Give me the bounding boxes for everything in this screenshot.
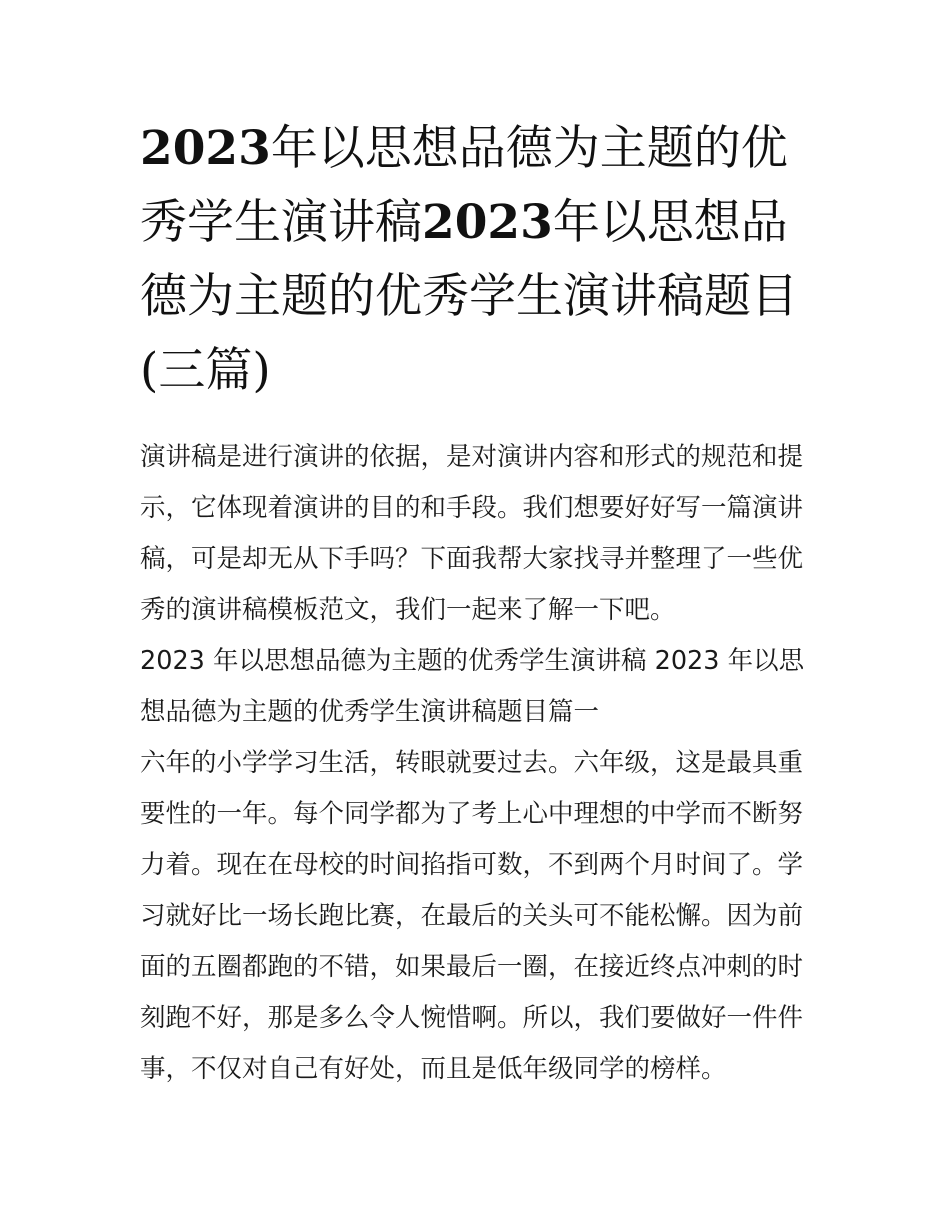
title-text-1: 年以思想品德为主题的优秀学生演讲稿: [140, 121, 788, 250]
title-year-2: 2023: [422, 195, 553, 250]
title-text-2: 年以思想品德为主题的优秀学生演讲稿题目(三篇): [140, 195, 798, 398]
section-heading: 2023 年以思想品德为主题的优秀学生演讲稿 2023 年以思想品德为主题的优秀学生演讲稿题目篇一: [140, 646, 805, 727]
body-paragraph: 六年的小学学习生活，转眼就要过去。六年级，这是最具重要性的一年。每个同学都为了考上心中理想的中学而不断努力着。现在在母校的时间掐指可数，不到两个月时间了。学习就好比一场长跑比赛，在最后的关头可不能松懈。因为前面的五圈都跑的不错，如果最后一圈，在接近终点冲刺的时刻跑不好，那是多么令人惋惜啊。所以，我们要做好一件件事，不仅对自己有好处，而且是低年级同学的榜样。: [140, 748, 804, 1084]
intro-paragraph: 演讲稿是进行演讲的依据，是对演讲内容和形式的规范和提示，它体现着演讲的目的和手段。我们想要好好写一篇演讲稿，可是却无从下手吗？下面我帮大家找寻并整理了一些优秀的演讲稿模板范文，我们一起来了解一下吧。: [140, 442, 804, 625]
title-year-1: 2023: [140, 121, 271, 176]
document-body: [140, 432, 815, 1095]
document-title: [140, 112, 820, 408]
